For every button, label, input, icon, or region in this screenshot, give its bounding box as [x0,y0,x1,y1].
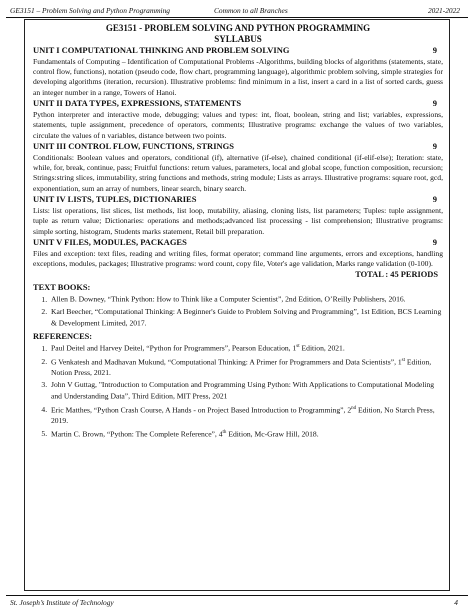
syllabus-title: GE3151 - PROBLEM SOLVING AND PYTHON PROGRAMMING [105,23,371,33]
unit-hours: 9 [432,98,437,109]
unit-heading: UNIT V FILES, MODULES, PACKAGES [33,237,187,248]
unit-5 [33,237,443,269]
unit-heading: UNIT I COMPUTATIONAL THINKING AND PROBLEM SOLVING [33,45,290,55]
syllabus-content [33,23,443,441]
total-periods: TOTAL : 45 PERIODS [355,270,438,280]
header-year: 2021-2022 [427,6,460,15]
footer-rule [6,595,468,596]
syllabus-subtitle: SYLLABUS [214,34,262,44]
reference-item: 4. Eric Matthes, “Python Crash Course, A Hands - on Project Based Introduction to Programming”, 2nd Edition, No Starch Press, 2019. [49,404,443,426]
unit-hours: 9 [432,141,437,152]
references-heading: REFERENCES: [33,332,93,342]
page-number: 4 [454,598,458,607]
reference-item: 1. Paul Deitel and Harvey Deitel, “Python for Programmers”, Pearson Education, 1st Edition, 2021. [49,342,443,354]
unit-heading: UNIT II DATA TYPES, EXPRESSIONS, STATEMENTS [33,98,242,109]
page-footer [6,598,468,610]
unit-4 [33,194,443,237]
header-rule [6,17,468,18]
header-course: GE3151 – Problem Solving and Python Programming [10,6,170,15]
textbooks-list [33,293,443,329]
unit-3 [33,141,443,194]
reference-item: 2. G Venkatesh and Madhavan Mukund, “Computational Thinking: A Primer for Programmers and Data Scientists”, 1st Edition, Notion Press, 2021. [49,356,443,378]
unit-text: Conditionals: Boolean values and operators, conditional (if), alternative (if-else), chained conditional (if-elif-else); Iteration: state, while, for, break, continue, pass; Fruitful functions: return values, parameters, local and global scope, function composition, recursion; Strings:string slices, immutability, string functions and methods, string module; Lists as arrays. Illustrative programs: square root, gcd, exponentiation, sum an array of numbers, linear search, binary search. [33,152,443,193]
header-branches: Common to all Branches [214,6,288,15]
unit-text: Python interpreter and interactive mode, debugging; values and types: int, float, boolean, string and list; variables, expressions, statements, tuple assignment, precedence of operators, comments; Illustrative programs: exchange the values of two variables, circulate the values of n variables, distance between two points. [33,109,443,140]
unit-text: Files and exception: text files, reading and writing files, format operator; command line arguments, errors and exceptions, handling exceptions, modules, packages; Illustrative programs: word count, copy file, Voter's age validation, Marks range validation (0-100). [33,248,443,269]
reference-item: 5. Martin C. Brown, “Python: The Complete Reference”, 4th Edition, Mc-Graw Hill, 2018. [49,428,443,440]
unit-hours: 9 [432,194,437,205]
unit-2 [33,98,443,141]
unit-hours: 9 [432,45,437,55]
unit-text: Lists: list operations, list slices, list methods, list loop, mutability, aliasing, cloning lists, list parameters; Tuples: tuple assignment, tuple as return value; Dictionaries: operations and methods;advanced list processing - list comprehension; Illustrative programs: simple sorting, histogram, Students marks statement, Retail bill preparation. [33,205,443,236]
unit-hours: 9 [432,237,437,248]
references-list [33,342,443,439]
unit-heading: UNIT IV LISTS, TUPLES, DICTIONARIES [33,194,197,205]
textbooks-heading: TEXT BOOKS: [33,283,91,293]
unit-1 [33,45,443,98]
textbook-item: 1. Allen B. Downey, “Think Python: How to Think like a Computer Scientist”, 2nd Edition, O’Reilly Publishers, 2016. [49,293,443,305]
page-header [6,5,468,17]
unit-heading: UNIT III CONTROL FLOW, FUNCTIONS, STRINGS [33,141,234,152]
reference-item: 3. John V Guttag, "Introduction to Computation and Programming Using Python: With Applications to Computational Modeling and Understanding Data”, Third Edition, MIT Press, 2021 [49,380,443,402]
unit-text: Fundamentals of Computing – Identification of Computational Problems -Algorithms, building blocks of algorithms (statements, state, control flow, functions), notation (pseudo code, flow chart, programming language), algorithmic problem solving, simple strategies for developing algorithms (iteration, recursion). Illustrative problems: find minimum in a list, insert a card in a list of sorted cards, guess an integer number in a range, Towers of Hanoi. [33,56,443,97]
textbook-item: 2. Karl Beecher, “Computational Thinking: A Beginner's Guide to Problem Solving and Programming”, 1st Edition, BCS Learning & Development Limited, 2017. [49,307,443,329]
footer-institution: St. Joseph’s Institute of Technology [10,598,114,607]
